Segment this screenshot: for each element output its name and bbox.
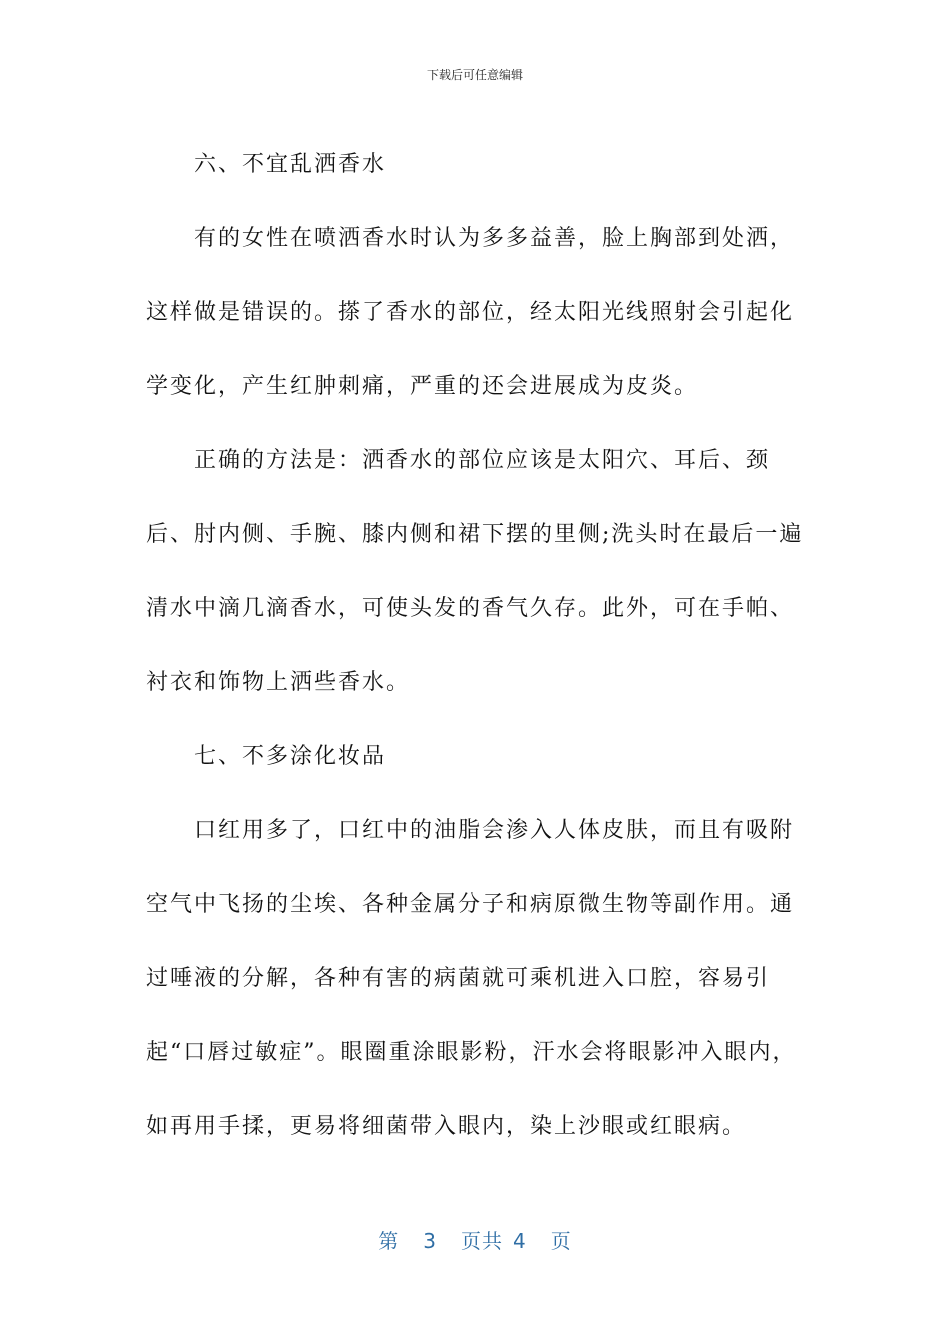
paragraph-perfume-method: 正确的方法是：洒香水的部位应该是太阳穴、耳后、颈后、肘内侧、手腕、膝内侧和裙下摆的里侧;洗头时在最后一遍清水中滴几滴香水，可使头发的香气久存。此外，可在手帕、衬衣和饰物上洒些香水。 <box>146 448 804 695</box>
page-number-footer <box>0 1225 950 1254</box>
paragraph-cosmetics: 口红用多了，口红中的油脂会渗入人体皮肤，而且有吸附空气中飞扬的尘埃、各种金属分子和病原微生物等副作用。通过唾液的分解，各种有害的病菌就可乘机进入口腔，容易引起“口唇过敏症”。眼圈重涂眼影粉，汗水会将眼影冲入眼内，如再用手揉，更易将细菌带入眼内，染上沙眼或红眼病。 <box>146 818 797 1139</box>
document-body <box>146 128 810 1164</box>
footer-middle: 页共 <box>461 1229 503 1253</box>
section-heading-six: 六、不宜乱洒香水 <box>194 152 387 177</box>
section-heading-seven: 七、不多涂化妆品 <box>194 744 387 769</box>
paragraph-perfume-harm: 有的女性在喷洒香水时认为多多益善，脸上胸部到处洒，这样做是错误的。搽了香水的部位，经太阳光线照射会引起化学变化，产生红肿刺痛，严重的还会进展成为皮炎。 <box>146 226 795 399</box>
footer-prefix: 第 <box>378 1229 400 1253</box>
footer-current-page: 3 <box>423 1229 437 1253</box>
footer-suffix: 页 <box>550 1229 572 1253</box>
header-note: 下载后可任意编辑 <box>426 68 523 82</box>
footer-total-pages: 4 <box>513 1229 527 1253</box>
